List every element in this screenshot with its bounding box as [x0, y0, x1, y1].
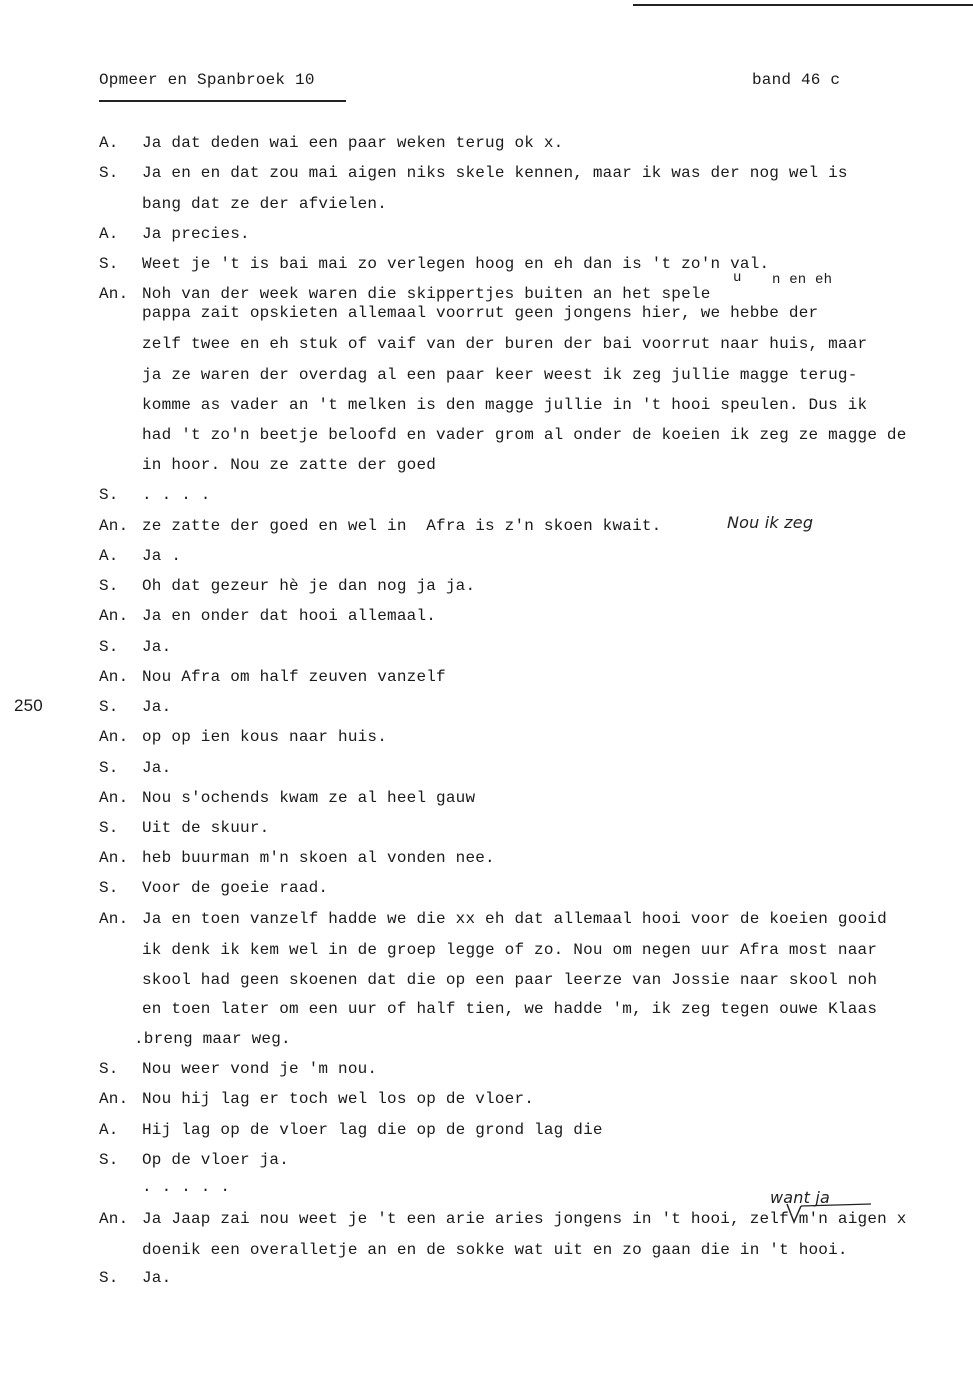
- speaker: An.: [99, 1210, 129, 1228]
- utterance: Uit de skuur.: [142, 819, 270, 837]
- utterance: ik denk ik kem wel in de groep legge of zo. Nou om negen uur Afra most naar: [142, 941, 878, 959]
- handwritten-note: Nou ik zeg: [727, 513, 814, 532]
- utterance: Voor de goeie raad.: [142, 879, 329, 897]
- speaker: An.: [99, 910, 129, 928]
- utterance: Nou Afra om half zeuven vanzelf: [142, 668, 446, 686]
- speaker: An.: [99, 1090, 129, 1108]
- utterance: in hoor. Nou ze zatte der goed: [142, 456, 437, 474]
- superscript-insert: n en eh: [772, 272, 833, 288]
- speaker: An.: [99, 517, 129, 535]
- speaker: S.: [99, 819, 119, 837]
- utterance: Ja en toen vanzelf hadde we die xx eh dat allemaal hooi voor de koeien gooid: [142, 910, 887, 928]
- header-title: Opmeer en Spanbroek 10: [99, 71, 315, 89]
- utterance: ze zatte der goed en wel in Afra is z'n skoen kwait.: [142, 517, 662, 535]
- speaker: S.: [99, 638, 119, 656]
- utterance: Op de vloer ja.: [142, 1151, 290, 1169]
- speaker: S.: [99, 255, 119, 273]
- speaker: S.: [99, 1151, 119, 1169]
- utterance: Nou s'ochends kwam ze al heel gauw: [142, 789, 476, 807]
- speaker: S.: [99, 698, 119, 716]
- utterance: Ja dat deden wai een paar weken terug ok x.: [142, 134, 564, 152]
- utterance: ja ze waren der overdag al een paar keer weest ik zeg jullie magge terug-: [142, 366, 858, 384]
- utterance: Ja.: [142, 638, 172, 656]
- utterance: Ja.: [142, 698, 172, 716]
- utterance: Ja.: [142, 759, 172, 777]
- speaker: An.: [99, 789, 129, 807]
- speaker: An.: [99, 849, 129, 867]
- speaker: A.: [99, 134, 119, 152]
- utterance: Oh dat gezeur hè je dan nog ja ja.: [142, 577, 476, 595]
- utterance: had 't zo'n beetje beloofd en vader grom al onder de koeien ik zeg ze magge de: [142, 426, 907, 444]
- speaker: A.: [99, 225, 119, 243]
- utterance: zelf twee en eh stuk of vaif van der buren der bai voorrut naar huis, maar: [142, 335, 868, 353]
- speaker: A.: [99, 1121, 119, 1139]
- speaker: S.: [99, 164, 119, 182]
- speaker: A.: [99, 547, 119, 565]
- utterance: Nou weer vond je 'm nou.: [142, 1060, 378, 1078]
- speaker: S.: [99, 486, 119, 504]
- utterance: op op ien kous naar huis.: [142, 728, 388, 746]
- utterance: Weet je 't is bai mai zo verlegen hoog en eh dan is 't zo'n val.: [142, 255, 770, 273]
- utterance: skool had geen skoenen dat die op een paar leerze van Jossie naar skool noh: [142, 971, 878, 989]
- utterance: .breng maar weg.: [134, 1030, 291, 1048]
- utterance: Noh van der week waren die skippertjes buiten an het spele: [142, 285, 711, 303]
- utterance: Ja .: [142, 547, 182, 565]
- header-underline: [99, 100, 346, 102]
- utterance: Ja en en dat zou mai aigen niks skele kennen, maar ik was der nog wel is: [142, 164, 848, 182]
- utterance: . . . . .: [142, 1178, 231, 1196]
- utterance: heb buurman m'n skoen al vonden nee.: [142, 849, 495, 867]
- utterance: bang dat ze der afvielen.: [142, 195, 388, 213]
- top-rule: [633, 4, 973, 6]
- utterance: en toen later om een uur of half tien, we hadde 'm, ik zeg tegen ouwe Klaas: [142, 1000, 878, 1018]
- speaker: S.: [99, 577, 119, 595]
- speaker: An.: [99, 607, 129, 625]
- utterance: Hij lag op de vloer lag die op de grond lag die: [142, 1121, 603, 1139]
- utterance: pappa zait opskieten allemaal voorrut geen jongens hier, we hebbe der: [142, 304, 819, 322]
- speaker: S.: [99, 759, 119, 777]
- utterance: Ja en onder dat hooi allemaal.: [142, 607, 437, 625]
- speaker: S.: [99, 879, 119, 897]
- utterance: Ja.: [142, 1269, 172, 1287]
- utterance: Ja precies.: [142, 225, 250, 243]
- utterance: . . . .: [142, 486, 211, 504]
- speaker: An.: [99, 285, 129, 303]
- speaker: An.: [99, 668, 129, 686]
- margin-line-number: 250: [14, 696, 43, 715]
- utterance: Ja Jaap zai nou weet je 't een arie aries jongens in 't hooi, zelf m'n aigen x: [142, 1210, 907, 1228]
- header-tape-label: band 46 c: [752, 71, 841, 89]
- speaker: S.: [99, 1269, 119, 1287]
- utterance: doenik een overalletje an en de sokke wat uit en zo gaan die in 't hooi.: [142, 1241, 848, 1259]
- superscript-insert: u: [733, 270, 742, 286]
- utterance: komme as vader an 't melken is den magge jullie in 't hooi speulen. Dus ik: [142, 396, 868, 414]
- handwritten-note: want ja: [770, 1188, 831, 1207]
- speaker: S.: [99, 1060, 119, 1078]
- speaker: An.: [99, 728, 129, 746]
- utterance: Nou hij lag er toch wel los op de vloer.: [142, 1090, 535, 1108]
